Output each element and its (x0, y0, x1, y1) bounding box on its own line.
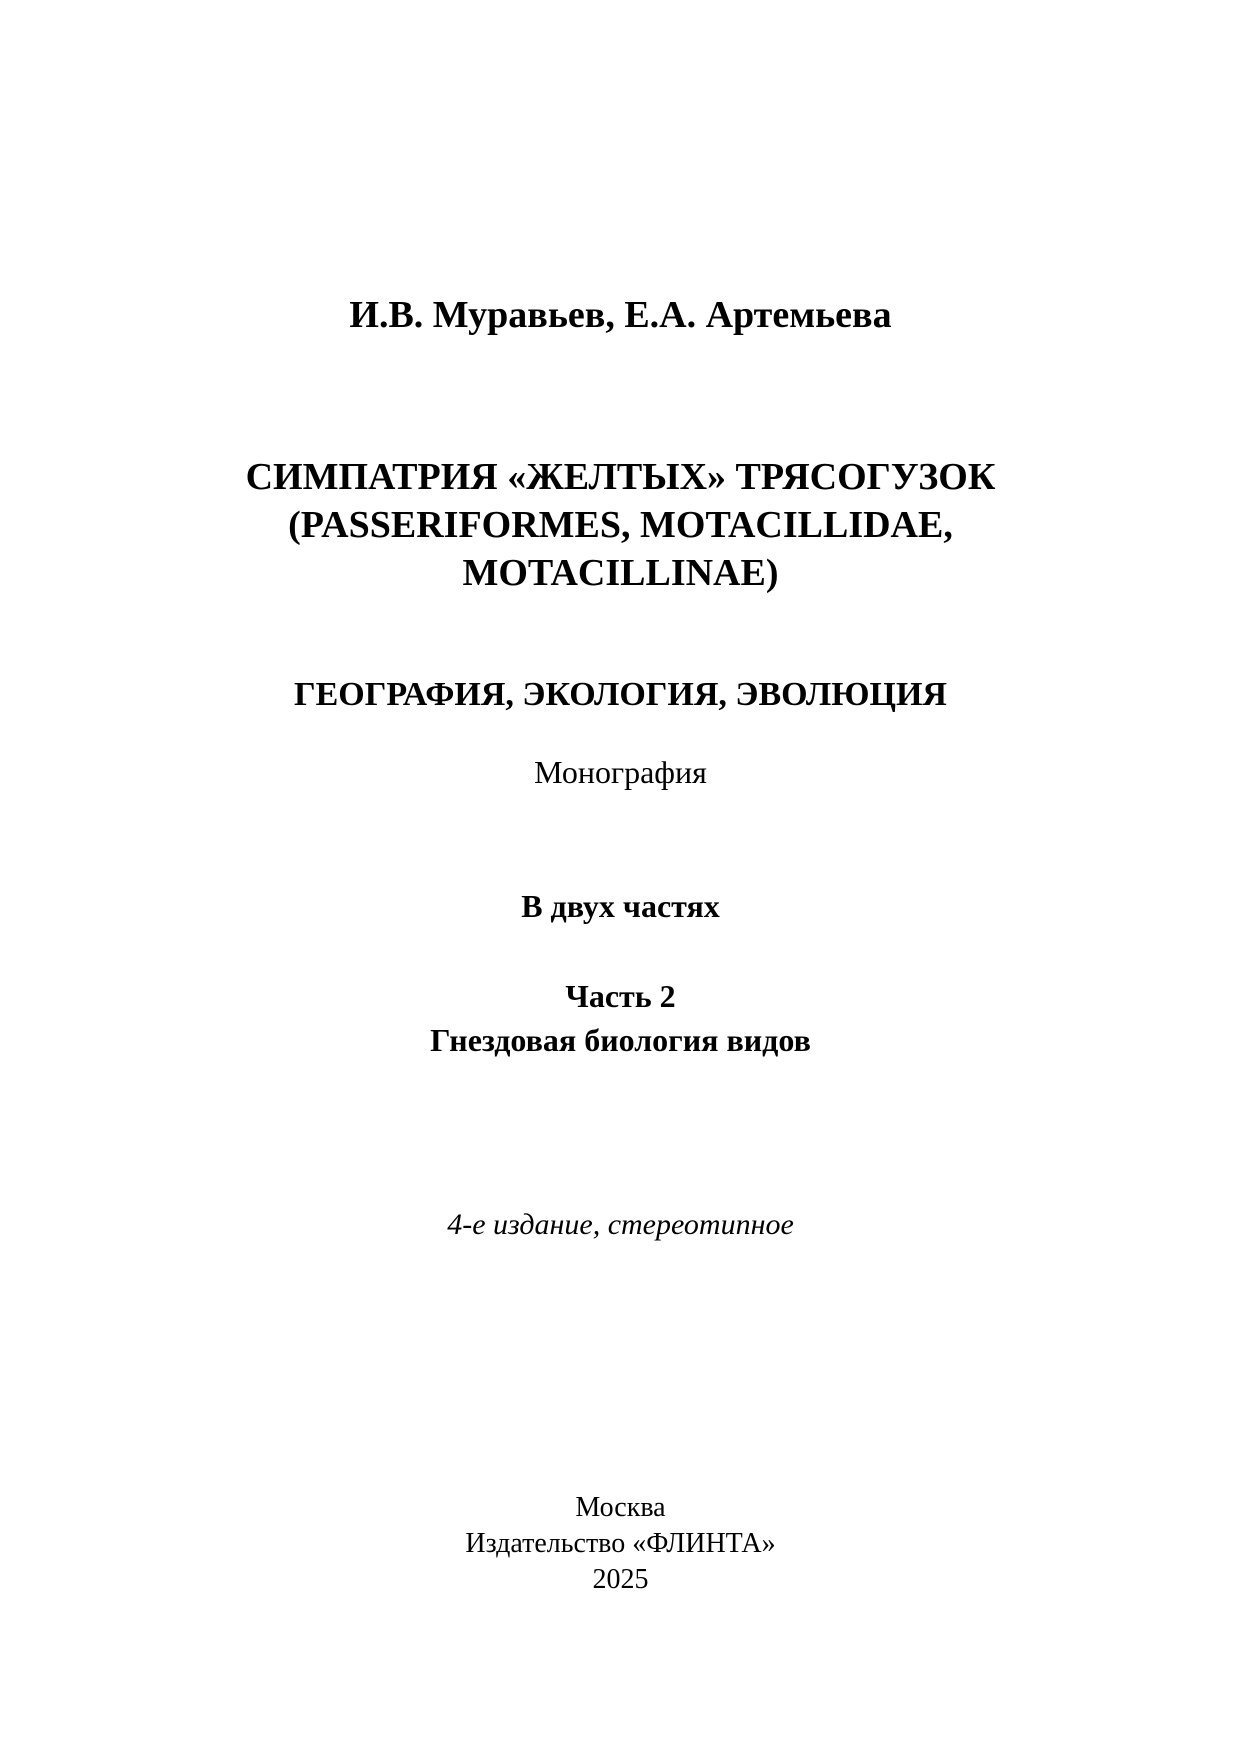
imprint-year: 2025 (592, 1564, 649, 1595)
part-number: Часть 2 (565, 978, 676, 1014)
book-subtitle: ГЕОГРАФИЯ, ЭКОЛОГИЯ, ЭВОЛЮЦИЯ (293, 676, 947, 713)
imprint-city: Москва (575, 1492, 666, 1523)
authors: И.В. Муравьев, Е.А. Артемьева (349, 294, 892, 336)
book-title-line-1: СИМПАТРИЯ «ЖЕЛТЫХ» ТРЯСОГУЗОК (245, 456, 996, 498)
part-title: Гнездовая биология видов (430, 1022, 811, 1058)
book-title-line-3: MOTACILLINAE) (462, 552, 779, 594)
edition-note: 4-е издание, стереотипное (447, 1208, 794, 1241)
parts-note: В двух частях (521, 888, 720, 924)
book-genre: Монография (534, 754, 707, 790)
book-title-line-2: (PASSERIFORMES, MOTACILLIDAE, (288, 504, 953, 546)
imprint-publisher: Издательство «ФЛИНТА» (465, 1528, 776, 1559)
